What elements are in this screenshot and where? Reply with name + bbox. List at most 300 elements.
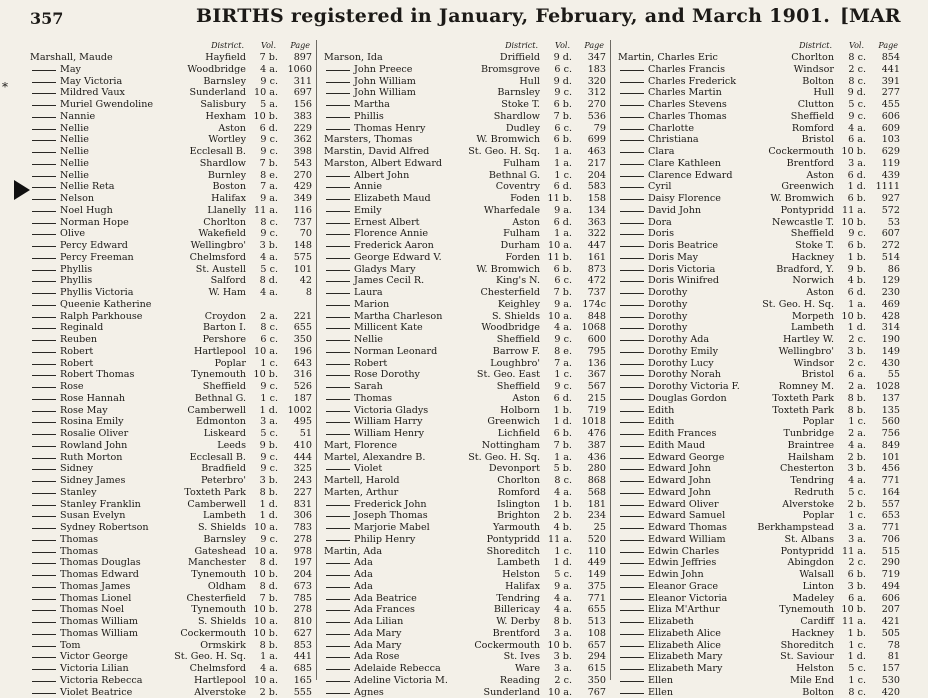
register-entry xyxy=(30,593,312,605)
entry-name: Edwin Jeffries xyxy=(648,557,716,569)
entry-volume: 6 d. xyxy=(554,181,572,193)
entry-district: Tendring xyxy=(496,593,540,605)
entry-volume: 6 b. xyxy=(554,428,572,440)
entry-volume: 8 e. xyxy=(554,346,572,358)
register-entry xyxy=(324,299,606,311)
entry-district: St. Austell xyxy=(196,264,246,276)
entry-name: Nellie xyxy=(60,146,89,158)
entry-name: Albert John xyxy=(354,170,409,182)
entry-district: Linton xyxy=(803,581,834,593)
register-entry xyxy=(324,217,606,229)
entry-page: 161 xyxy=(588,252,606,264)
entry-name: Edwin John xyxy=(648,569,704,581)
entry-volume: 3 b. xyxy=(260,475,278,487)
entry-volume: 2 c. xyxy=(848,334,866,346)
register-entry xyxy=(618,52,900,64)
entry-district: Toxteth Park xyxy=(184,487,246,499)
register-entry xyxy=(324,205,606,217)
entry-page: 436 xyxy=(588,452,606,464)
entry-district: Keighley xyxy=(498,299,540,311)
entry-page: 272 xyxy=(882,240,900,252)
register-entry xyxy=(618,381,900,393)
entry-name: Stanley Franklin xyxy=(60,499,141,511)
entry-page: 190 xyxy=(882,334,900,346)
entry-page: 375 xyxy=(588,581,606,593)
entry-volume: 10 b. xyxy=(254,628,278,640)
register-entry xyxy=(30,405,312,417)
entry-page: 217 xyxy=(588,158,606,170)
register-entry xyxy=(30,604,312,616)
entry-district: Brentford xyxy=(787,158,834,170)
entry-page: 420 xyxy=(882,687,900,698)
entry-name: James Cecil R. xyxy=(354,275,424,287)
entry-volume: 1 c. xyxy=(848,640,866,652)
entry-name: Nannie xyxy=(60,111,95,123)
entry-volume: 8 c. xyxy=(848,52,866,64)
register-entry xyxy=(618,322,900,334)
entry-page: 270 xyxy=(588,99,606,111)
register-entry xyxy=(30,546,312,558)
entry-page: 215 xyxy=(588,393,606,405)
entry-name: Edith Frances xyxy=(648,428,716,440)
entry-page: 187 xyxy=(294,393,312,405)
entry-district: Sheffield xyxy=(497,381,540,393)
entry-page: 157 xyxy=(882,663,900,675)
entry-page: 25 xyxy=(594,522,606,534)
entry-district: Hull xyxy=(519,76,540,88)
entry-volume: 1 a. xyxy=(554,158,572,170)
register-entry xyxy=(324,663,606,675)
entry-page: 629 xyxy=(882,146,900,158)
entry-name: Ada Lilian xyxy=(354,616,403,628)
entry-name: Martin, Ada xyxy=(324,546,382,558)
entry-name: Marion xyxy=(354,299,389,311)
register-entry xyxy=(618,593,900,605)
entry-name: Cyril xyxy=(648,181,671,193)
entry-page: 134 xyxy=(588,205,606,217)
entry-page: 476 xyxy=(588,428,606,440)
entry-name: Elizabeth Maud xyxy=(354,193,431,205)
entry-district: Lambeth xyxy=(497,557,540,569)
entry-district: Berkhampstead xyxy=(757,522,834,534)
entry-volume: 1 c. xyxy=(554,170,572,182)
entry-page: 655 xyxy=(294,322,312,334)
entry-volume: 1 a. xyxy=(554,146,572,158)
entry-volume: 6 b. xyxy=(554,264,572,276)
entry-district: Greenwich xyxy=(487,416,540,428)
entry-district: Hayfield xyxy=(205,52,246,64)
register-entry xyxy=(324,369,606,381)
entry-district: Tunbridge xyxy=(783,428,834,440)
entry-district: Salford xyxy=(211,275,246,287)
entry-name: Charlotte xyxy=(648,123,694,135)
entry-volume: 2 c. xyxy=(848,358,866,370)
entry-district: Nottingham xyxy=(482,440,540,452)
register-entry xyxy=(618,146,900,158)
entry-page: 560 xyxy=(882,416,900,428)
entry-volume: 10 a. xyxy=(548,240,572,252)
entry-district: Llanelly xyxy=(207,205,246,217)
entry-name: Agnes xyxy=(354,687,384,698)
entry-name: Sidney xyxy=(60,463,93,475)
entry-volume: 6 c. xyxy=(260,334,278,346)
entry-volume: 9 b. xyxy=(260,440,278,452)
entry-district: Abingdon xyxy=(787,557,834,569)
register-entry xyxy=(30,334,312,346)
register-entry xyxy=(30,87,312,99)
entry-volume: 8 e. xyxy=(260,170,278,182)
entry-district: Morpeth xyxy=(792,311,834,323)
entry-page: 449 xyxy=(588,557,606,569)
entry-district: Shoreditch xyxy=(487,546,540,558)
entry-page: 278 xyxy=(294,534,312,546)
entry-page: 771 xyxy=(882,522,900,534)
entry-volume: 1 c. xyxy=(260,358,278,370)
entry-volume: 5 c. xyxy=(260,428,278,440)
entry-name: Dorothy xyxy=(648,299,687,311)
register-entry xyxy=(618,522,900,534)
entry-volume: 3 a. xyxy=(848,534,866,546)
entry-name: Sidney James xyxy=(60,475,125,487)
entry-district: Camberwell xyxy=(187,499,246,511)
entry-volume: 1 d. xyxy=(260,510,278,522)
entry-page: 311 xyxy=(294,76,312,88)
entry-volume: 9 c. xyxy=(260,381,278,393)
register-entry xyxy=(30,428,312,440)
entry-volume: 1 c. xyxy=(554,369,572,381)
entry-district: Liskeard xyxy=(204,428,246,440)
entry-name: Elizabeth xyxy=(648,616,694,628)
entry-name: Nellie xyxy=(60,134,89,146)
register-entry xyxy=(618,123,900,135)
entry-name: Emily xyxy=(354,205,382,217)
register-entry xyxy=(618,475,900,487)
register-entry xyxy=(618,440,900,452)
entry-page: 207 xyxy=(882,604,900,616)
entry-district: Clutton xyxy=(798,99,834,111)
entry-volume: 7 b. xyxy=(260,158,278,170)
entry-district: Alverstoke xyxy=(194,687,246,698)
entry-district: Leeds xyxy=(217,440,246,452)
entry-district: Shardlow xyxy=(494,111,540,123)
entry-district: Salisbury xyxy=(200,99,246,111)
entry-page: 294 xyxy=(588,651,606,663)
entry-district: Sheffield xyxy=(497,334,540,346)
entry-district: Helston xyxy=(796,663,834,675)
entry-page: 270 xyxy=(294,170,312,182)
page-heading: Page xyxy=(878,41,898,50)
entry-name: Ruth Morton xyxy=(60,452,122,464)
register-entry xyxy=(324,111,606,123)
district-heading: District. xyxy=(799,41,832,50)
entry-volume: 9 d. xyxy=(554,52,572,64)
entry-page: 149 xyxy=(588,569,606,581)
entry-name: Charles Stevens xyxy=(648,99,727,111)
entry-volume: 8 b. xyxy=(554,616,572,628)
entry-volume: 10 b. xyxy=(842,311,866,323)
entry-name: Marson, Ida xyxy=(324,52,383,64)
entry-page: 567 xyxy=(588,381,606,393)
entry-page: 204 xyxy=(588,170,606,182)
entry-page: 515 xyxy=(882,546,900,558)
entry-page: 164 xyxy=(882,487,900,499)
entry-name: Annie xyxy=(354,181,382,193)
entry-volume: 2 b. xyxy=(260,687,278,698)
entry-name: Charles Thomas xyxy=(648,111,727,123)
entry-volume: 1 d. xyxy=(848,181,866,193)
entry-volume: 6 d. xyxy=(554,393,572,405)
entry-volume: 9 c. xyxy=(260,134,278,146)
register-entry xyxy=(618,452,900,464)
entry-volume: 7 a. xyxy=(260,181,278,193)
register-entry xyxy=(618,463,900,475)
entry-volume: 1 c. xyxy=(260,393,278,405)
entry-district: Aston xyxy=(512,217,540,229)
entry-name: Robert Thomas xyxy=(60,369,134,381)
register-entry xyxy=(324,358,606,370)
entry-district: St. Geo. H. Sq. xyxy=(468,146,540,158)
entry-page: 70 xyxy=(300,228,312,240)
register-column-2 xyxy=(324,40,606,680)
entry-name: Stanley xyxy=(60,487,97,499)
register-entry xyxy=(30,311,312,323)
entry-volume: 8 d. xyxy=(260,581,278,593)
register-entry xyxy=(618,663,900,675)
entry-volume: 4 a. xyxy=(848,123,866,135)
register-entry xyxy=(618,358,900,370)
entry-volume: 10 b. xyxy=(548,640,572,652)
entry-district: Chesterfield xyxy=(186,593,246,605)
register-entry xyxy=(618,158,900,170)
register-entry xyxy=(30,581,312,593)
entry-page: 8 xyxy=(306,287,312,299)
entry-name: Eleanor Victoria xyxy=(648,593,727,605)
entry-district: Lichfield xyxy=(498,428,540,440)
entry-volume: 6 a. xyxy=(848,369,866,381)
entry-name: Dora xyxy=(648,217,672,229)
entry-district: Stoke T. xyxy=(795,240,834,252)
entry-page: 103 xyxy=(882,134,900,146)
entry-volume: 9 d. xyxy=(848,87,866,99)
entry-page: 277 xyxy=(882,87,900,99)
entry-district: King's N. xyxy=(496,275,540,287)
register-entry xyxy=(618,416,900,428)
entry-name: Charles Frederick xyxy=(648,76,736,88)
entry-district: Bethnal G. xyxy=(195,393,246,405)
entry-page: 767 xyxy=(588,687,606,698)
entry-district: Bromsgrove xyxy=(481,64,540,76)
entry-district: Windsor xyxy=(794,64,834,76)
entry-page: 655 xyxy=(588,604,606,616)
entry-page: 810 xyxy=(294,616,312,628)
entry-volume: 5 c. xyxy=(848,99,866,111)
entry-name: Robert xyxy=(354,358,387,370)
entry-volume: 7 a. xyxy=(554,358,572,370)
entry-page: 174c xyxy=(582,299,606,311)
entry-name: Rosalie Oliver xyxy=(60,428,128,440)
register-entry xyxy=(618,499,900,511)
entry-volume: 6 c. xyxy=(554,275,572,287)
entry-page: 136 xyxy=(588,358,606,370)
entry-page: 737 xyxy=(588,287,606,299)
register-entry xyxy=(324,64,606,76)
entry-name: Muriel Gwendoline xyxy=(60,99,153,111)
register-entry xyxy=(324,181,606,193)
register-entry xyxy=(30,76,312,88)
entry-district: Oldham xyxy=(208,581,246,593)
page-number: 357 xyxy=(30,9,63,28)
register-entry xyxy=(618,616,900,628)
entry-volume: 10 a. xyxy=(254,675,278,687)
register-entry xyxy=(30,487,312,499)
entry-name: Marten, Arthur xyxy=(324,487,398,499)
entry-district: Chorlton xyxy=(791,52,834,64)
entry-name: Florence Annie xyxy=(354,228,428,240)
register-entry xyxy=(618,99,900,111)
register-entry xyxy=(30,99,312,111)
pointer-arrow-icon xyxy=(14,180,30,200)
entry-name: Edward George xyxy=(648,452,724,464)
entry-name: Philip Henry xyxy=(354,534,415,546)
entry-page: 530 xyxy=(882,675,900,687)
entry-volume: 11 b. xyxy=(548,193,572,205)
entry-volume: 10 b. xyxy=(254,111,278,123)
entry-district: Norwich xyxy=(792,275,834,287)
entry-district: Madeley xyxy=(792,593,834,605)
entry-name: Violet xyxy=(354,463,382,475)
entry-name: Edward William xyxy=(648,534,726,546)
entry-district: Hartley W. xyxy=(783,334,834,346)
entry-volume: 6 d. xyxy=(848,287,866,299)
entry-volume: 10 b. xyxy=(842,604,866,616)
entry-page: 316 xyxy=(294,369,312,381)
entry-page: 719 xyxy=(588,405,606,417)
entry-name: Thomas xyxy=(60,546,98,558)
page-heading: Page xyxy=(290,41,310,50)
entry-name: Marsters, Thomas xyxy=(324,134,412,146)
entry-volume: 11 a. xyxy=(254,205,278,217)
entry-volume: 1 d. xyxy=(554,416,572,428)
entry-name: Robert xyxy=(60,346,93,358)
register-entry xyxy=(618,393,900,405)
register-entry xyxy=(618,369,900,381)
entry-name: Marjorie Mabel xyxy=(354,522,430,534)
entry-volume: 2 c. xyxy=(554,675,572,687)
entry-name: Doris xyxy=(648,228,674,240)
register-entry xyxy=(324,252,606,264)
entry-page: 428 xyxy=(882,311,900,323)
register-entry xyxy=(618,205,900,217)
register-entry xyxy=(618,264,900,276)
entry-district: Tendring xyxy=(790,475,834,487)
entry-page: 514 xyxy=(882,252,900,264)
register-entry xyxy=(30,640,312,652)
register-entry xyxy=(30,381,312,393)
entry-district: Barnsley xyxy=(497,87,540,99)
entry-name: Phyllis xyxy=(60,275,92,287)
entry-district: Aston xyxy=(512,393,540,405)
entry-name: Thomas Edward xyxy=(60,569,139,581)
register-entry xyxy=(618,134,900,146)
entry-district: Pontypridd xyxy=(487,534,540,546)
entry-name: Rose May xyxy=(60,405,108,417)
page-header xyxy=(0,0,928,40)
register-entry xyxy=(324,334,606,346)
register-entry xyxy=(30,369,312,381)
entry-district: Bradford, Y. xyxy=(776,264,834,276)
entry-page: 197 xyxy=(294,557,312,569)
register-entry xyxy=(324,687,606,698)
register-entry xyxy=(30,275,312,287)
entry-volume: 3 b. xyxy=(554,651,572,663)
entry-name: Doris Beatrice xyxy=(648,240,718,252)
entry-page: 362 xyxy=(294,134,312,146)
entry-name: Ellen xyxy=(648,675,673,687)
district-heading: District. xyxy=(211,41,244,50)
entry-volume: 5 c. xyxy=(260,264,278,276)
entry-page: 363 xyxy=(588,217,606,229)
entry-volume: 9 c. xyxy=(260,76,278,88)
entry-name: Doris Winifred xyxy=(648,275,719,287)
entry-volume: 9 d. xyxy=(554,76,572,88)
district-heading: District. xyxy=(505,41,538,50)
entry-name: Susan Evelyn xyxy=(60,510,125,522)
entry-page: 135 xyxy=(882,405,900,417)
entry-volume: 4 a. xyxy=(260,252,278,264)
entry-name: Elizabeth Mary xyxy=(648,663,722,675)
entry-name: Ada Mary xyxy=(354,640,401,652)
entry-district: W. Bromwich xyxy=(770,193,834,205)
entry-volume: 4 a. xyxy=(554,487,572,499)
register-entry xyxy=(30,322,312,334)
entry-volume: 8 b. xyxy=(260,640,278,652)
margin-asterisk: * xyxy=(2,80,8,94)
entry-volume: 10 a. xyxy=(254,616,278,628)
entry-page: 575 xyxy=(294,252,312,264)
register-entry xyxy=(30,217,312,229)
entry-district: Chesterton xyxy=(780,463,834,475)
entry-name: Marshall, Maude xyxy=(30,52,113,64)
entry-volume: 7 b. xyxy=(554,440,572,452)
entry-district: Chelmsford xyxy=(190,663,246,675)
entry-name: Dorothy xyxy=(648,287,687,299)
entry-volume: 7 b. xyxy=(260,593,278,605)
entry-volume: 1 d. xyxy=(554,557,572,569)
entry-name: Reginald xyxy=(60,322,103,334)
register-entry xyxy=(324,52,606,64)
entry-name: Doris May xyxy=(648,252,698,264)
register-entry xyxy=(324,628,606,640)
entry-page: 280 xyxy=(588,463,606,475)
entry-page: 536 xyxy=(588,111,606,123)
entry-page: 699 xyxy=(588,134,606,146)
entry-name: Martell, Harold xyxy=(324,475,400,487)
page-heading: Page xyxy=(584,41,604,50)
entry-volume: 5 c. xyxy=(554,569,572,581)
entry-name: Adelaide Rebecca xyxy=(354,663,441,675)
register-entry xyxy=(30,499,312,511)
entry-district: Holborn xyxy=(500,405,540,417)
entry-name: Robert xyxy=(60,358,93,370)
register-entry xyxy=(30,534,312,546)
entry-volume: 4 a. xyxy=(848,475,866,487)
entry-page: 347 xyxy=(588,52,606,64)
entry-volume: 1 b. xyxy=(848,252,866,264)
entry-name: Victoria Gladys xyxy=(354,405,428,417)
entry-district: Brighton xyxy=(497,510,540,522)
entry-name: Clarence Edward xyxy=(648,170,732,182)
entry-district: Pershore xyxy=(203,334,246,346)
